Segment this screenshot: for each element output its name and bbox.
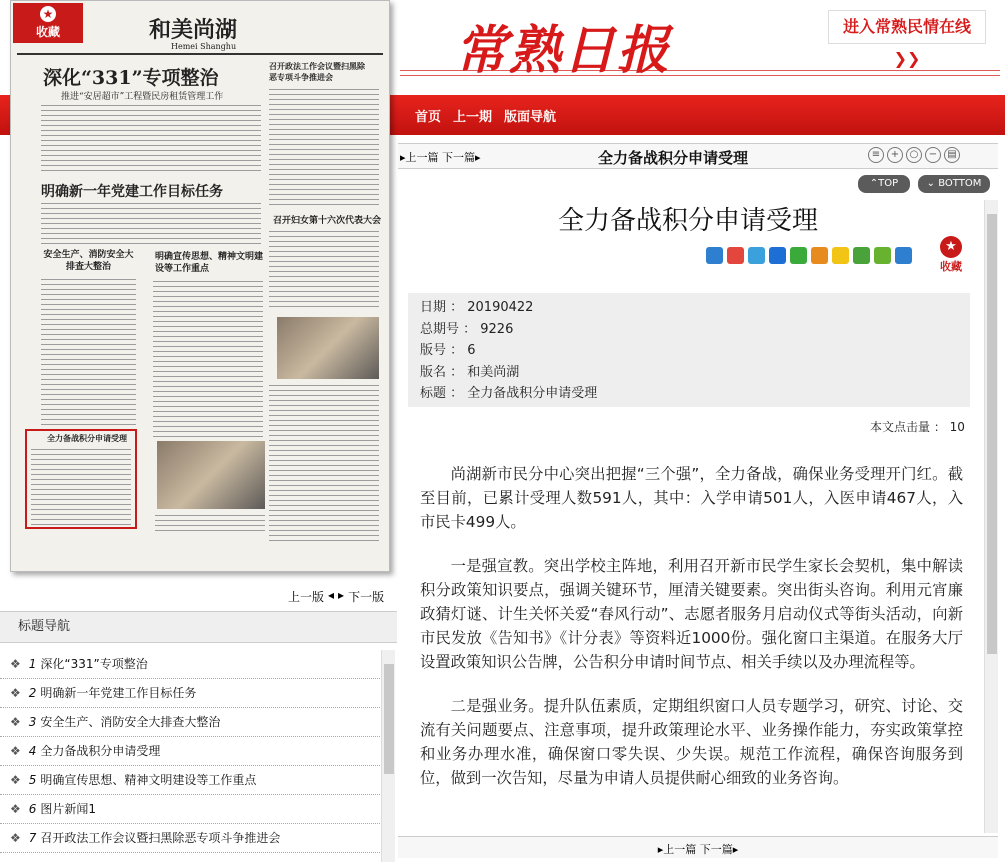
np-text-block: [41, 103, 261, 175]
toc-item-label: 召开政法工作会议暨扫黑除恶专项斗争推进会: [40, 831, 281, 845]
article-bottom-nav[interactable]: ▸上一篇 下一篇▸: [398, 836, 998, 858]
toc-list: [0, 650, 380, 853]
star-icon: ★: [940, 236, 962, 258]
bullet-icon: ❖: [10, 773, 21, 787]
toc-item[interactable]: [0, 766, 380, 795]
np-highlight-title: 全力备战积分申请受理: [47, 433, 127, 443]
toc-item[interactable]: [0, 737, 380, 766]
np-headline-side: 召开政法工作会议暨扫黑除恶专项斗争推进会: [269, 61, 365, 82]
article-paragraph: 尚湖新市民分中心突出把握“三个强”，全力备战，确保业务受理开门红。截至目前，已累计受理人数591人，其中：入学申请501人，入医申请467人，入市民卡499人。: [420, 465, 963, 531]
np-text-block: [153, 279, 263, 439]
toc-item-number: 6: [28, 802, 37, 816]
meta-page-name: 版名 ： 和美尚湖: [420, 364, 520, 380]
scroll-bottom-button[interactable]: ⌄ BOTTOM: [918, 175, 990, 193]
np-photo: [277, 317, 379, 379]
np-text-block: [155, 513, 265, 531]
collect-label: 收藏: [940, 260, 962, 273]
toc-scroll-thumb[interactable]: [384, 664, 394, 774]
share-renren-icon[interactable]: [769, 247, 786, 264]
np-text-block: [31, 447, 131, 525]
bullet-icon: ❖: [10, 831, 21, 845]
bullet-icon: ❖: [10, 686, 21, 700]
article-headline: 全力备战积分申请受理: [557, 206, 818, 236]
toc-item-number: 1: [28, 657, 37, 671]
share-more-icon[interactable]: [706, 247, 723, 264]
article-paragraph: 一是强宣教。突出学校主阵地，利用召开新市民学生家长会契机，集中解读积分政策知识要点，强调关键环节，厘清关键要素。突出街头咨询。利用元宵廉政猜灯谜、计生关怀关爱“春风行动”、志愿者服务月启动仪式等街头活动，向新市民发放《告知书》《计分表》等资料近1000份。强化窗口主渠道。在服务大厅设置政策知识公告牌，公告积分申请时间节点、相关手续以及办理流程等。: [420, 557, 963, 671]
article-tools: [868, 147, 960, 163]
toc-item[interactable]: [0, 824, 380, 853]
article-scrollbar[interactable]: [984, 200, 998, 833]
np-text-block: [41, 277, 136, 425]
toc-item[interactable]: [0, 708, 380, 737]
np-masthead: 和美尚湖: [149, 17, 238, 43]
toc-item-label: 深化“331”专项整治: [40, 657, 148, 671]
article-prev-next[interactable]: ▸上一篇 下一篇▸: [400, 151, 481, 164]
bullet-icon: ❖: [10, 657, 21, 671]
np-text-block: [269, 383, 379, 543]
share-qzone-icon[interactable]: [748, 247, 765, 264]
main-nav: [415, 106, 556, 125]
nav-page-navigation[interactable]: 版面导航: [504, 110, 557, 125]
toc-scrollbar[interactable]: [381, 650, 395, 862]
star-icon: ★: [40, 6, 56, 22]
toc-item-label: 安全生产、消防安全大排查大整治: [40, 715, 221, 729]
note-icon[interactable]: ≡: [868, 147, 884, 163]
zoom-in-icon[interactable]: +: [887, 147, 903, 163]
meta-date: 日期 ： 20190422: [420, 300, 534, 315]
toc-item-label: 全力备战积分申请受理: [40, 744, 161, 758]
next-page-link[interactable]: 下一版: [348, 590, 385, 604]
hit-count: 本文点击量 ： 10: [870, 420, 965, 434]
nav-previous-issue[interactable]: 上一期: [453, 110, 493, 125]
toc-item-number: 4: [28, 744, 37, 758]
zoom-out-icon[interactable]: −: [925, 147, 941, 163]
np-rule: [17, 53, 383, 55]
collect-button[interactable]: [936, 236, 966, 276]
meta-page-number: 版号 ： 6: [420, 343, 476, 358]
np-headline-5: 明确宣传思想、精神文明建设等工作重点: [155, 252, 264, 274]
article-bar-title: 全力备战积分申请受理: [598, 149, 749, 167]
np-photo: [157, 441, 265, 509]
np-text-block: [269, 229, 379, 311]
np-headline-2: 明确新一年党建工作目标任务: [41, 184, 223, 200]
meta-issue: 总期号 ： 9226: [420, 321, 514, 337]
share-buttons: [706, 247, 912, 264]
article-paragraph: 二是强业务。提升队伍素质，定期组织窗口人员专题学习，研究、讨论、交流有关问题要点、注意事项，提升政策理论水平、业务操作能力，夯实政策掌控和业务办理水准，确保窗口零失误、少失误。规范工作流程，确保咨询服务到位，做到一次告知，尽量为申请人员提供耐心细致的业务咨询。: [420, 697, 963, 787]
site-logo[interactable]: 常熟日报: [455, 20, 672, 81]
np-text-block: [269, 87, 379, 207]
article-body: [420, 462, 963, 832]
share-wechat-icon[interactable]: [790, 247, 807, 264]
meta-title: 标题 ： 全力备战积分申请受理: [420, 386, 598, 401]
toc-item-number: 7: [28, 831, 37, 845]
np-headline-1: 深化“331”专项整治: [43, 67, 219, 89]
toc-item-label: 明确宣传思想、精神文明建设等工作重点: [40, 773, 257, 787]
np-headline-3: 召开妇女第十六次代表大会: [273, 216, 382, 226]
scroll-top-button[interactable]: ⌃TOP: [858, 175, 910, 193]
print-icon[interactable]: ▤: [944, 147, 960, 163]
prev-arrow-icon[interactable]: ◂: [328, 588, 335, 602]
np-collect-badge[interactable]: [13, 3, 83, 43]
toc-item-label: 图片新闻1: [40, 802, 97, 816]
bullet-icon: ❖: [10, 802, 21, 816]
toc-item[interactable]: [0, 650, 380, 679]
share-douban-icon[interactable]: [853, 247, 870, 264]
toc-item-label: 明确新一年党建工作目标任务: [40, 686, 197, 700]
toc-item-number: 2: [28, 686, 37, 700]
np-subhead-1: 推进“安居超市”工程暨民房租赁管理工作: [61, 92, 224, 102]
toc-item[interactable]: [0, 795, 380, 824]
share-feixin-icon[interactable]: [874, 247, 891, 264]
share-weibo-icon[interactable]: [727, 247, 744, 264]
np-headline-4: 安全生产、消防安全大排查大整治: [43, 250, 134, 272]
article-meta: [408, 293, 970, 407]
newspaper-page[interactable]: [10, 0, 390, 572]
np-article-highlight[interactable]: [25, 429, 137, 529]
np-masthead-sub: Hemei Shanghu: [171, 42, 237, 51]
np-text-block: [41, 201, 261, 245]
toc-header: 标题导航: [0, 611, 397, 643]
article-toolbar: [398, 143, 998, 169]
toc-item-number: 3: [28, 715, 37, 729]
nav-home[interactable]: 首页: [415, 110, 442, 125]
zoom-reset-icon[interactable]: ○: [906, 147, 922, 163]
share-count-icon[interactable]: [895, 247, 912, 264]
next-arrow-icon[interactable]: ▸: [338, 588, 345, 602]
page-nav: [288, 588, 384, 605]
share-kaixin-icon[interactable]: [811, 247, 828, 264]
prev-page-link[interactable]: 上一版: [288, 590, 325, 604]
bullet-icon: ❖: [10, 715, 21, 729]
article-scroll-thumb[interactable]: [987, 214, 997, 654]
toc-item[interactable]: [0, 679, 380, 708]
toc-item-number: 5: [28, 773, 37, 787]
bullet-icon: ❖: [10, 744, 21, 758]
np-collect-label: 收藏: [35, 25, 60, 39]
share-qq-icon[interactable]: [832, 247, 849, 264]
enter-minqing-link[interactable]: 进入常熟民情在线 ❯❯: [828, 10, 986, 44]
